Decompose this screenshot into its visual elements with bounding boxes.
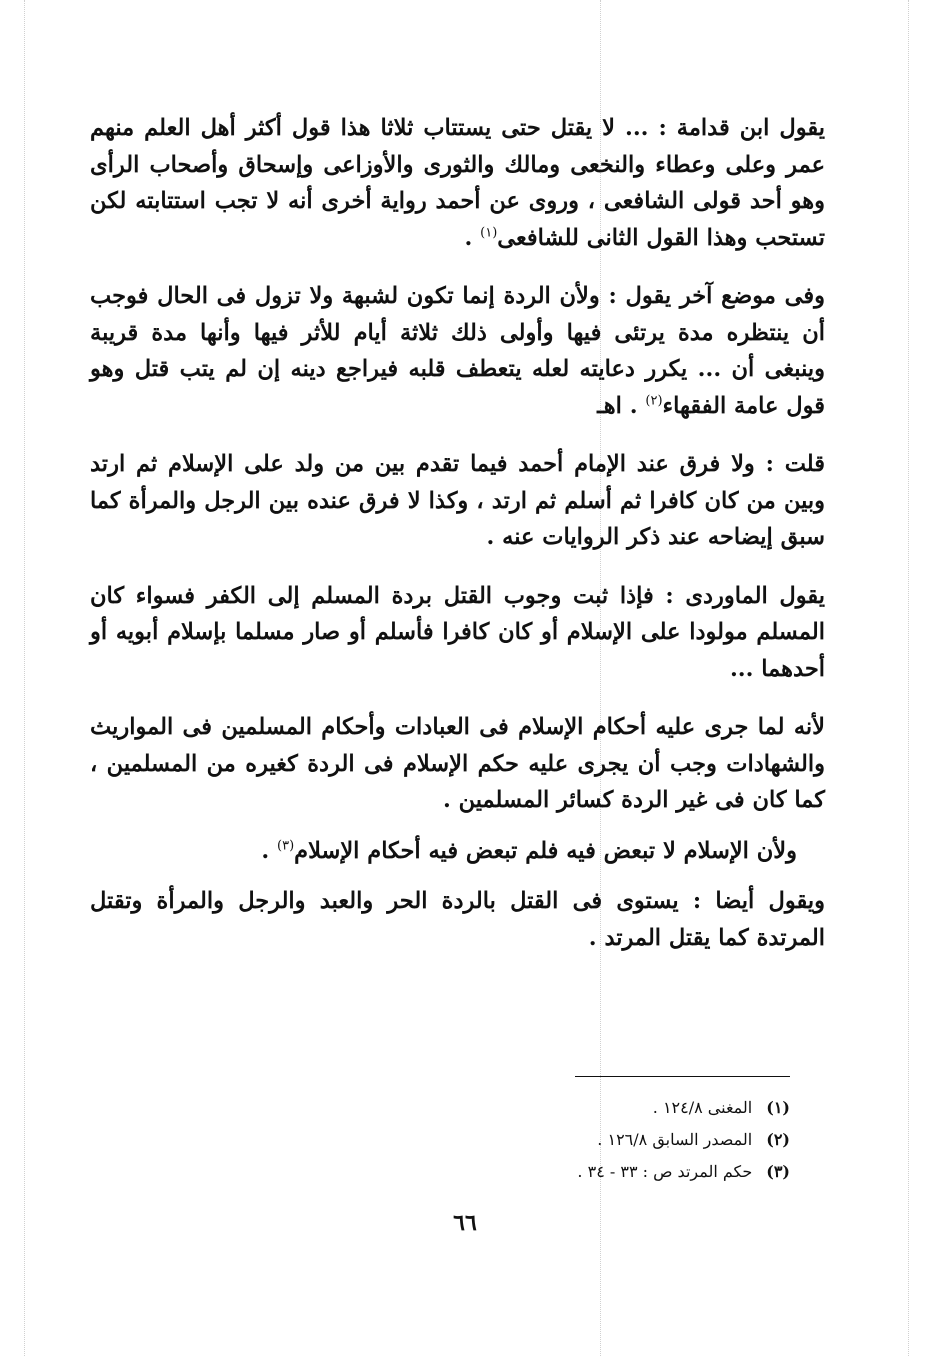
paragraph-5 (90, 709, 825, 819)
paragraph-2 (90, 278, 825, 424)
page-number: ٦٦ (453, 1210, 477, 1236)
footnote-text: المغنى ١٢٤/٨ . (652, 1098, 753, 1117)
scan-artifact-line (908, 0, 909, 1356)
paragraph-3 (90, 446, 825, 556)
footnote-2 (490, 1124, 790, 1156)
footnote-ref: (٢) (645, 393, 663, 408)
footnote-number: (١) (766, 1098, 790, 1117)
paragraph-text: يقول الماوردى : فإذا ثبت وجوب القتل بردة المسلم إلى الكفر فسواء كان المسلم مولودا على الإسلام أو كان كافرا فأسلم أو صار مسلما بإسلام أبويه أو أحدهما ... (90, 582, 825, 682)
footnote-1 (490, 1092, 790, 1124)
paragraph-text: ولأن الإسلام لا تبعض فيه فلم تبعض فيه أحكام الإسلام (294, 837, 797, 864)
paragraph-tail: . (464, 224, 481, 251)
paragraph-text: ويقول أيضا : يستوى فى القتل بالردة الحر والعبد والرجل والمرأة وتقتل المرتدة كما يقتل المرتد . (90, 888, 825, 951)
footnote-text: المصدر السابق ١٢٦/٨ . (597, 1130, 753, 1149)
paragraph-text: لأنه لما جرى عليه أحكام الإسلام فى العبادات وأحكام المسلمين فى المواريث والشهادات وجب أن يجرى عليه حكم الإسلام فى الردة كغيره من المسلمين ، كما كان فى غير الردة كسائر المسلمين . (90, 714, 825, 813)
footnote-ref: (٣) (277, 838, 295, 853)
footnote-number: (٣) (766, 1162, 790, 1181)
paragraph-tail: . اهـ (597, 392, 646, 419)
paragraph-7 (90, 883, 825, 956)
footnote-text: حكم المرتد ص : ٣٣ - ٣٤ . (577, 1162, 753, 1181)
scan-artifact-line (24, 0, 25, 1356)
paragraph-tail: . (261, 837, 277, 864)
footnote-number: (٢) (766, 1130, 790, 1149)
footnote-ref: (١) (480, 225, 498, 240)
footnote-divider (575, 1076, 790, 1077)
paragraph-6 (90, 833, 825, 870)
paragraph-4 (90, 578, 825, 688)
paragraph-text: يقول ابن قدامة : ... لا يقتل حتى يستتاب ثلاثا هذا قول أكثر أهل العلم منهم عمر وعلى وعطاء والنخعى ومالك والثورى والأوزاعى وإسحاق وأصحاب الرأى وهو أحد قولى الشافعى ، وروى عن أحمد رواية أخرى أنه لا تجب استتابته لكن تستحب وهذا القول الثانى للشافعى (90, 115, 825, 251)
footnotes (490, 1092, 790, 1188)
paragraph-1 (90, 110, 825, 256)
body-text (90, 110, 825, 978)
paragraph-text: قلت : ولا فرق عند الإمام أحمد فيما تقدم بين من ولد على الإسلام ثم ارتد وبين من كان كافرا ثم أسلم ثم ارتد ، وكذا لا فرق عنده بين الرجل والمرأة كما سبق إيضاحه عند ذكر الروايات عنه . (90, 451, 825, 550)
footnote-3 (490, 1156, 790, 1188)
paragraph-text: وفى موضع آخر يقول : ولأن الردة إنما تكون لشبهة ولا تزول فى الحال فوجب أن ينتظره مدة يرتئى فيها وأولى ذلك ثلاثة أيام للأثر فيها وأنها مدة قريبة وينبغى أن ... يكرر دعايته لعله يتعطف قلبه فيراجع دينه إن لم يتب قتل وهو قول عامة الفقهاء (90, 283, 825, 419)
